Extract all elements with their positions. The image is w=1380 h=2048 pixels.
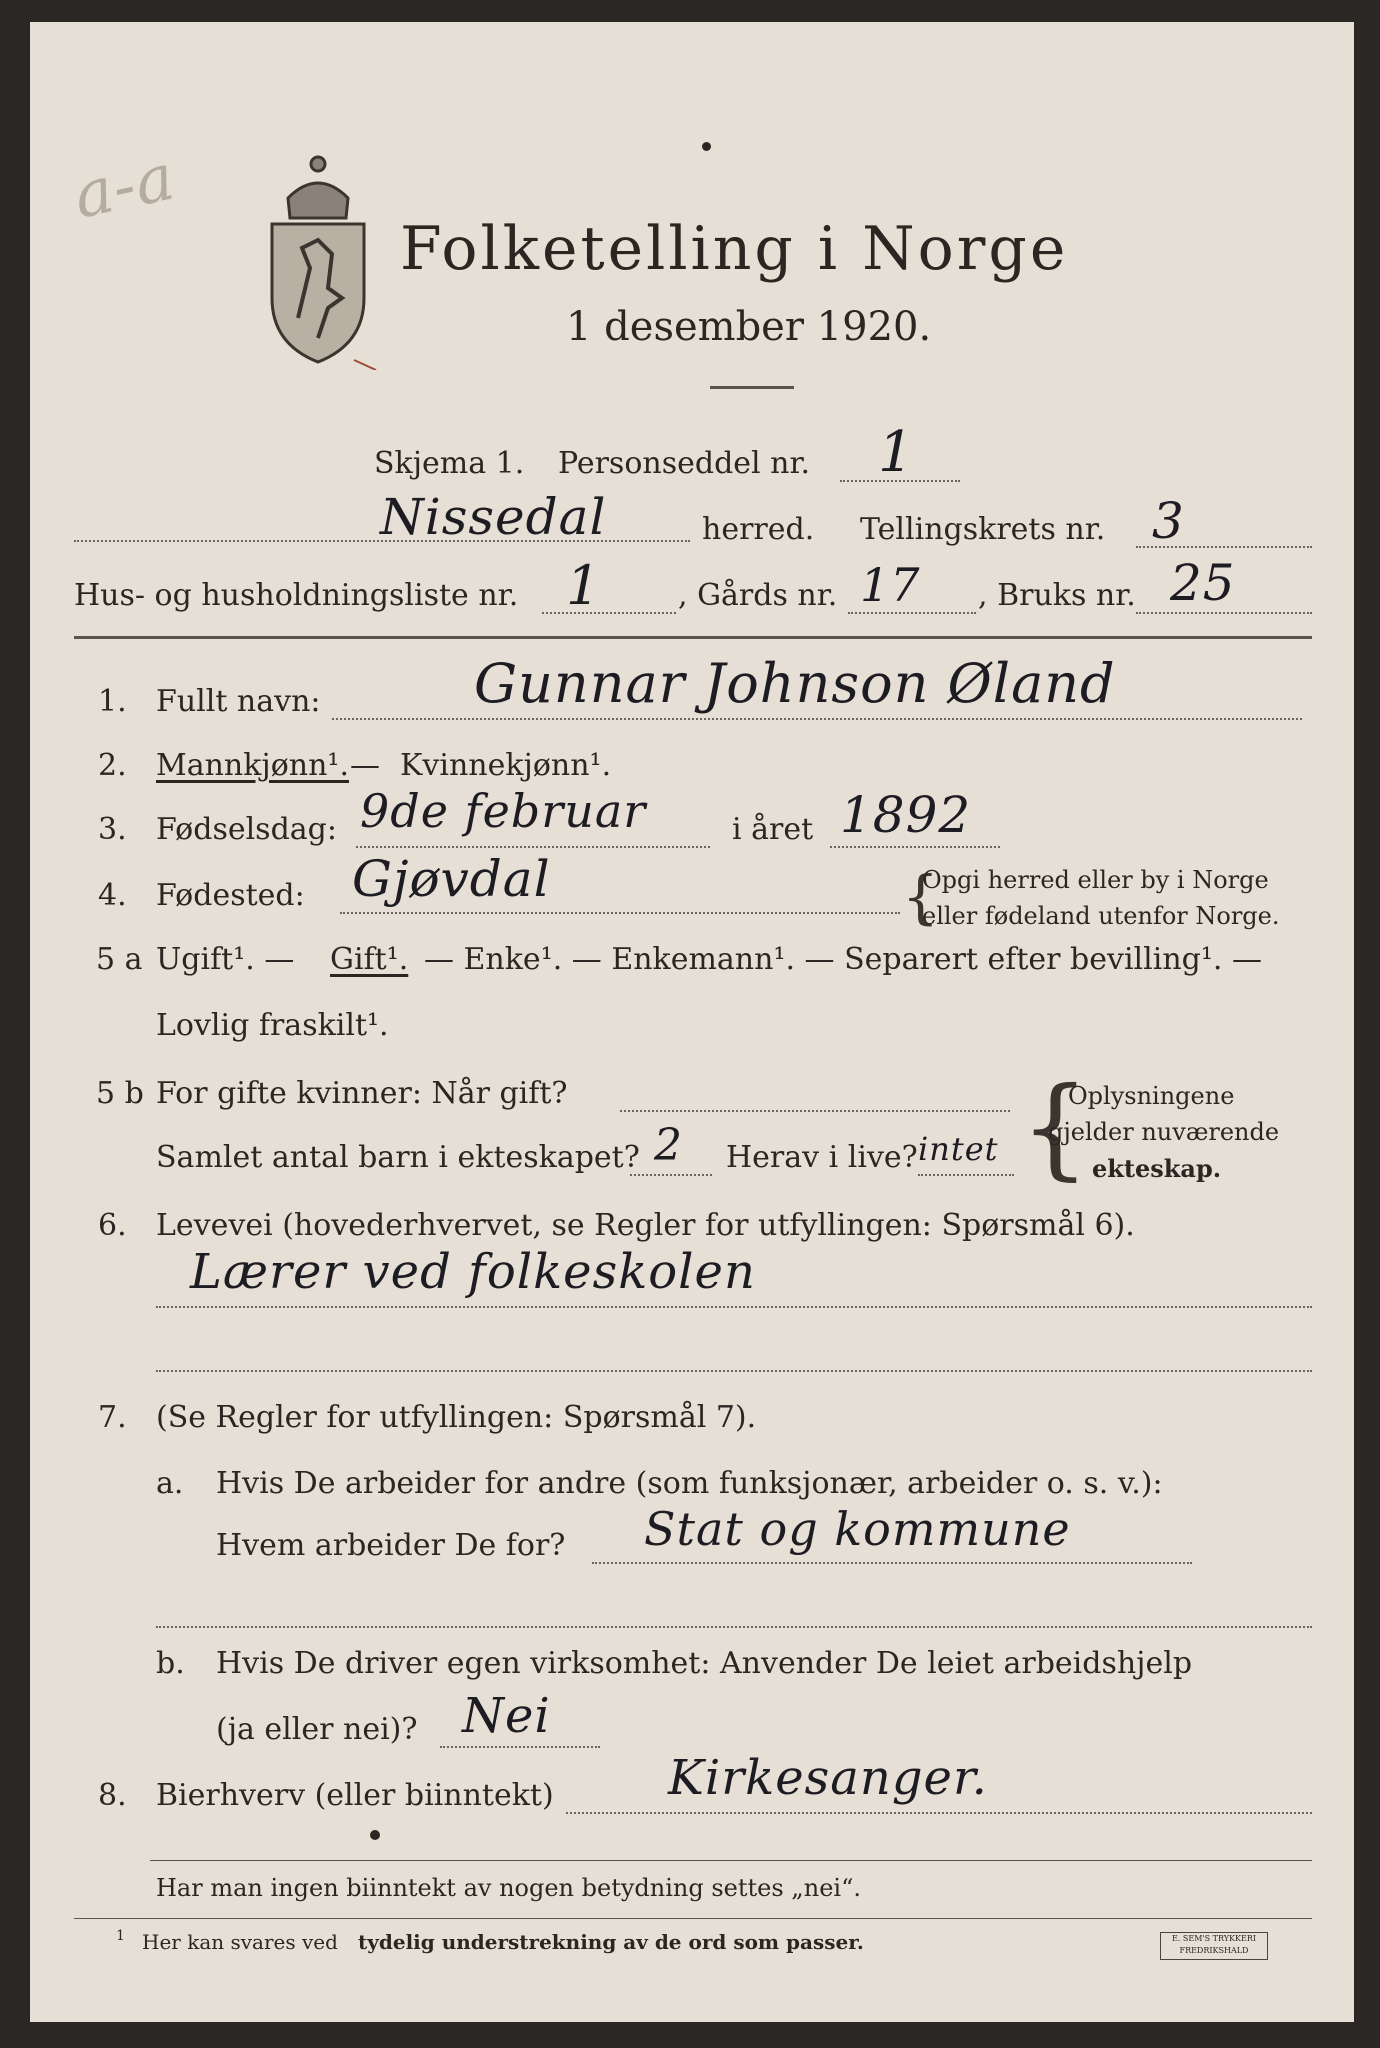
q5a-other-options[interactable]: — Enke¹. — Enkemann¹. — Separert efter bevilling¹. —: [424, 942, 1262, 977]
q3-year-line: [830, 846, 1000, 848]
q5b-note-line1: Oplysningene: [1068, 1082, 1235, 1110]
herred-value[interactable]: Nissedal: [380, 488, 607, 546]
q2-separator: —: [350, 748, 380, 783]
q6-label: Levevei (hovederhvervet, se Regler for utfyllingen: Spørsmål 6).: [156, 1208, 1135, 1243]
q3-year-value[interactable]: 1892: [840, 786, 972, 844]
q8-number: 8.: [98, 1778, 127, 1813]
census-date: 1 desember 1920.: [566, 304, 932, 350]
q1-label: Fullt navn:: [156, 684, 321, 719]
q5b-brace: {: [1020, 1063, 1090, 1191]
bruks-line: [1136, 612, 1312, 614]
q1-number: 1.: [98, 684, 127, 719]
printer-stamp-line1: E. SEM'S TRYKKERI: [1171, 1934, 1257, 1943]
footnote-rule: [74, 1918, 1312, 1919]
bruks-label: , Bruks nr.: [978, 578, 1136, 613]
tellingskrets-value[interactable]: 3: [1152, 492, 1185, 550]
q4-note-line1: Opgi herred eller by i Norge: [922, 866, 1269, 894]
q4-number: 4.: [98, 878, 127, 913]
q1-line: [332, 718, 1302, 720]
q6-value[interactable]: Lærer ved folkeskolen: [190, 1244, 756, 1300]
q5b-note-line3: ekteskap.: [1092, 1154, 1222, 1183]
hus-line: [542, 612, 676, 614]
q6-number: 6.: [98, 1208, 127, 1243]
q5b-barn-label: Samlet antal barn i ekteskapet?: [156, 1140, 640, 1175]
q5b-live-line: [918, 1174, 1014, 1176]
q6-line2: [156, 1370, 1312, 1372]
q5b-label: For gifte kvinner: Når gift?: [156, 1076, 568, 1111]
herred-label: herred.: [702, 512, 815, 547]
q5b-live-label: Herav i live?: [726, 1140, 918, 1175]
footer-rule: [150, 1860, 1312, 1861]
tellingskrets-label: Tellingskrets nr.: [860, 512, 1106, 547]
gards-value[interactable]: 17: [860, 558, 921, 612]
skjema-label: Skjema 1.: [374, 446, 525, 481]
title-rule: [710, 386, 794, 389]
q3-value[interactable]: 9de februar: [360, 784, 647, 838]
q4-line: [340, 912, 900, 914]
page-title: Folketelling i Norge: [400, 214, 1069, 284]
q5b-note-line2: gjelder nuværende: [1048, 1118, 1280, 1146]
gards-line: [848, 612, 976, 614]
gards-label: , Gårds nr.: [678, 578, 838, 613]
q5a-gift[interactable]: Gift¹.: [330, 942, 409, 977]
q7a-letter: a.: [156, 1466, 184, 1501]
ink-dot-2: [370, 1830, 380, 1840]
margin-note: a-a: [67, 140, 182, 234]
q7a-line2: Hvem arbeider De for?: [216, 1528, 566, 1563]
footnote-text-bold: tydelig understrekning av de ord som passer.: [358, 1930, 864, 1954]
q5b-number: 5 b: [96, 1076, 144, 1111]
q7a-line1: Hvis De arbeider for andre (som funksjonær, arbeider o. s. v.):: [216, 1466, 1163, 1501]
ink-dot: [702, 142, 711, 151]
q1-value[interactable]: Gunnar Johnson Øland: [474, 652, 1116, 715]
q2-male-option[interactable]: Mannkjønn¹.: [156, 748, 349, 783]
q7b-line1: Hvis De driver egen virksomhet: Anvender De leiet arbeidshjelp: [216, 1646, 1193, 1681]
footer-note: Har man ingen biinntekt av nogen betydning settes „nei“.: [156, 1874, 861, 1902]
census-form: [30, 22, 1354, 2022]
q6-line1: [156, 1306, 1312, 1308]
q4-note-line2: eller fødeland utenfor Norge.: [922, 902, 1280, 930]
q2-number: 2.: [98, 748, 127, 783]
q8-label: Bierhverv (eller biinntekt): [156, 1778, 554, 1813]
q7b-value[interactable]: Nei: [462, 1688, 551, 1744]
hus-label: Hus- og husholdningsliste nr.: [74, 578, 519, 613]
personseddel-value[interactable]: 1: [878, 420, 915, 485]
q3-year-label: i året: [732, 812, 814, 847]
q7-number: 7.: [98, 1400, 127, 1435]
q4-value[interactable]: Gjøvdal: [352, 850, 551, 908]
q5b-gift-line: [620, 1110, 1010, 1112]
q5b-live-value[interactable]: intet: [918, 1130, 999, 1168]
q7a-extra-line: [156, 1626, 1312, 1628]
q8-line: [566, 1812, 1312, 1814]
q3-label: Fødselsdag:: [156, 812, 337, 847]
printer-stamp: [1160, 1932, 1268, 1960]
q4-brace: {: [902, 863, 939, 931]
personseddel-label: Personseddel nr.: [558, 446, 811, 481]
q5a-ugift[interactable]: Ugift¹. —: [156, 942, 295, 977]
hus-value[interactable]: 1: [566, 554, 602, 617]
q5a-fraskilt[interactable]: Lovlig fraskilt¹.: [156, 1008, 389, 1043]
q5a-number: 5 a: [96, 942, 143, 977]
q5b-barn-line: [630, 1174, 712, 1176]
q3-number: 3.: [98, 812, 127, 847]
q3-line: [356, 846, 710, 848]
header-divider: [74, 636, 1312, 639]
q2-female-option[interactable]: Kvinnekjønn¹.: [400, 748, 612, 783]
q7b-line2: (ja eller nei)?: [216, 1712, 418, 1747]
q8-value[interactable]: Kirkesanger.: [668, 1750, 988, 1806]
coat-of-arms-icon: [258, 148, 378, 370]
q7b-line: [440, 1746, 600, 1748]
q5b-barn-value[interactable]: 2: [654, 1120, 683, 1171]
bruks-value[interactable]: 25: [1170, 554, 1236, 612]
q7b-letter: b.: [156, 1646, 185, 1681]
q7a-line: [592, 1562, 1192, 1564]
footnote-mark: 1: [116, 1928, 125, 1944]
q4-label: Fødested:: [156, 878, 305, 913]
printer-stamp-line2: FREDRIKSHALD: [1179, 1946, 1249, 1955]
footnote-text-pre: Her kan svares ved: [142, 1930, 338, 1954]
q7-label: (Se Regler for utfyllingen: Spørsmål 7).: [156, 1400, 757, 1435]
q7a-value[interactable]: Stat og kommune: [644, 1502, 1071, 1556]
